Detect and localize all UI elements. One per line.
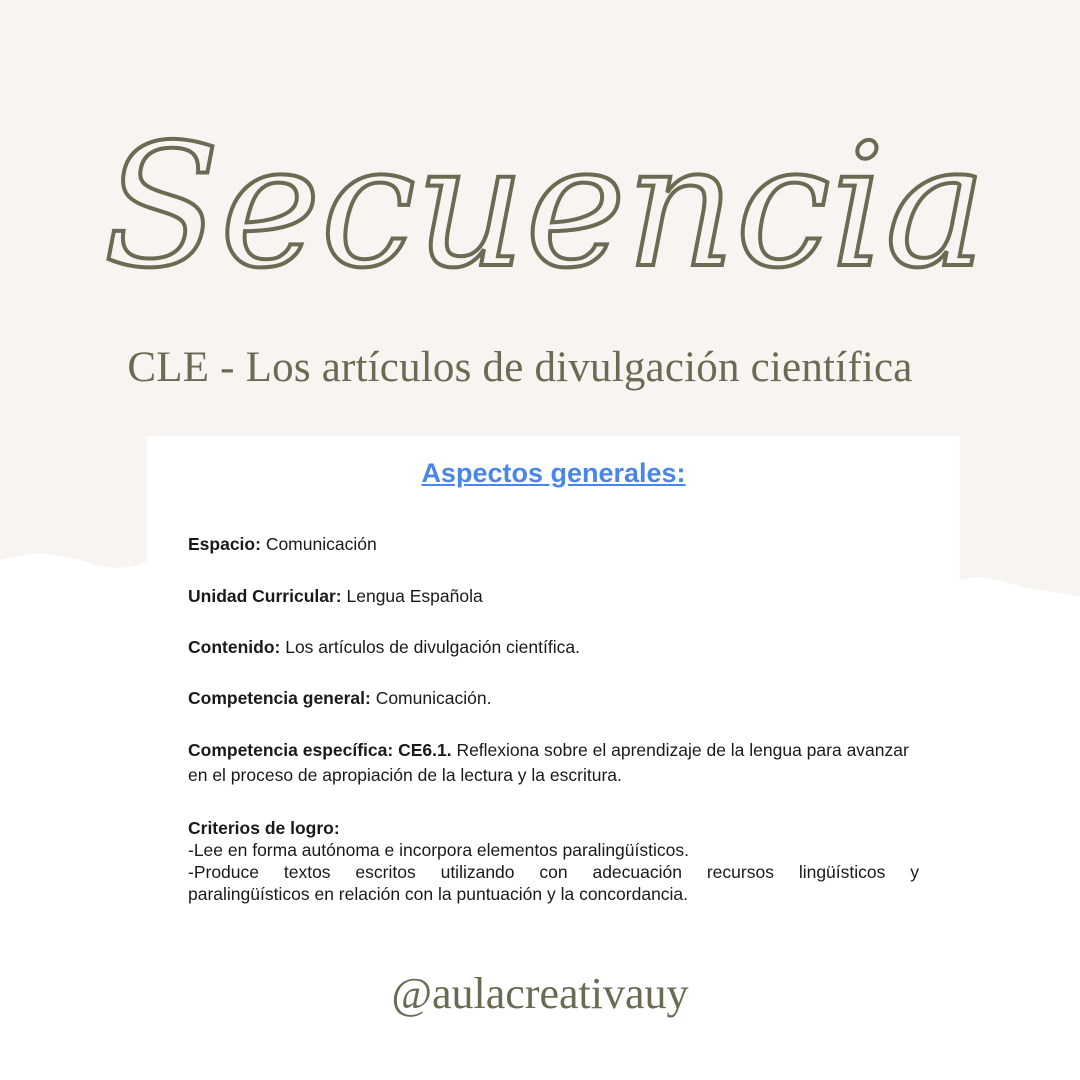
field-label: Espacio: xyxy=(188,534,261,554)
criterio-line: -Lee en forma autónoma e incorpora elementos paralingüísticos. xyxy=(188,840,689,860)
document-heading: Aspectos generales: xyxy=(421,458,686,488)
field-label: Competencia específica: CE6.1. xyxy=(188,740,452,760)
field-unidad-curricular xyxy=(188,585,919,607)
field-value: Comunicación. xyxy=(370,688,492,708)
script-title-text: Secuencia xyxy=(103,108,987,306)
script-title xyxy=(0,60,1080,360)
field-label: Unidad Curricular: xyxy=(188,586,342,606)
field-value: Reflexiona sobre el aprendizaje de la lengua para avanzar en el proceso de apropiación de la lectura y la escritura. xyxy=(188,740,909,785)
field-competencia-general xyxy=(188,687,919,709)
field-label: Competencia general: xyxy=(188,688,371,708)
field-contenido xyxy=(188,636,919,658)
field-label: Contenido: xyxy=(188,637,281,657)
field-competencia-especifica xyxy=(188,738,919,788)
field-value: Lengua Española xyxy=(341,586,483,606)
field-espacio xyxy=(188,533,919,555)
criterio-line: -Produce textos escritos utilizando con adecuación recursos lingüísticos y xyxy=(188,862,919,882)
field-label: Criterios de logro: xyxy=(188,818,340,838)
field-criterios-de-logro xyxy=(188,817,919,905)
social-handle: @aulacreativauy xyxy=(391,969,689,1018)
field-value: Comunicación xyxy=(260,534,377,554)
document-card xyxy=(147,436,960,926)
sequence-subtitle: CLE - Los artículos de divulgación científica xyxy=(127,344,913,391)
criterio-line: paralingüísticos en relación con la puntuación y la concordancia. xyxy=(188,884,689,904)
field-value: Los artículos de divulgación científica. xyxy=(280,637,580,657)
